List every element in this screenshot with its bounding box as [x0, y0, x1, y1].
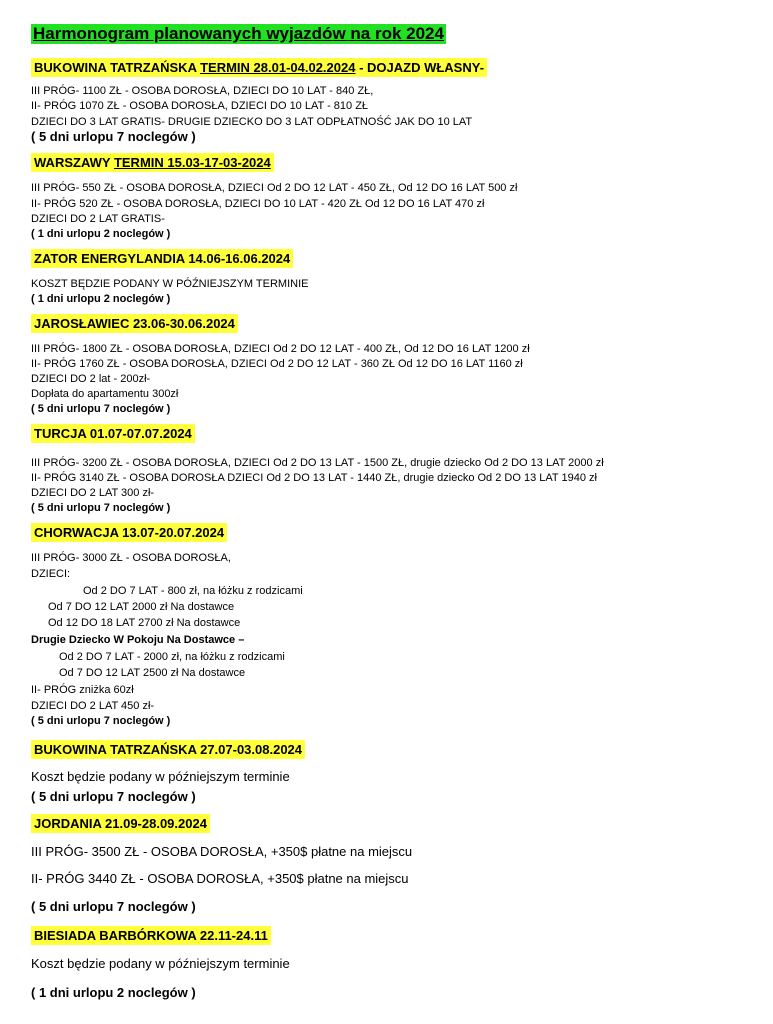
vacation-days-note: ( 1 dni urlopu 2 noclegów )	[31, 293, 171, 305]
info-line: Koszt będzie podany w późniejszym terminie	[31, 956, 290, 971]
price-line: II- PRÓG 3140 ZŁ - OSOBA DOROSŁA DZIECI Od 2 DO 13 LAT - 1440 ZŁ, drugie dziecko Od 2 DO 13 LAT 1940 zł	[31, 472, 597, 484]
price-line: III PRÓG- 3000 ZŁ - OSOBA DOROSŁA,	[31, 552, 231, 564]
vacation-days-note: ( 1 dni urlopu 2 noclegów )	[31, 985, 196, 1000]
section-heading-bukowina-winter: BUKOWINA TATRZAŃSKA TERMIN 28.01-04.02.2024 - DOJAZD WŁASNY-	[31, 58, 487, 77]
price-line: II- PRÓG 520 ZŁ - OSOBA DOROSŁA, DZIECI DO 10 LAT - 420 ZŁ Od 12 DO 16 LAT 470 zł	[31, 198, 485, 210]
price-line: Od 12 DO 18 LAT 2700 zł Na dostawce	[48, 617, 241, 629]
vacation-days-note: ( 5 dni urlopu 7 noclegów )	[31, 715, 171, 727]
section-heading-jordania: JORDANIA 21.09-28.09.2024	[31, 814, 210, 833]
section-heading-zator: ZATOR ENERGYLANDIA 14.06-16.06.2024	[31, 249, 293, 268]
price-line: Od 2 DO 7 LAT - 800 zł, na łóżku z rodzicami	[83, 585, 303, 597]
price-line: Dopłata do apartamentu 300zł	[31, 388, 179, 400]
page-title: Harmonogram planowanych wyjazdów na rok 2024	[33, 24, 444, 43]
price-line: II- PRÓG zniżka 60zł	[31, 684, 134, 696]
section-heading-biesiada: BIESIADA BARBÓRKOWA 22.11-24.11	[31, 926, 271, 945]
vacation-days-note: ( 5 dni urlopu 7 noclegów )	[31, 129, 196, 144]
second-child-heading: Drugie Dziecko W Pokoju Na Dostawce –	[31, 634, 245, 646]
price-line: DZIECI DO 2 lat - 200zł-	[31, 373, 151, 385]
vacation-days-note: ( 5 dni urlopu 7 noclegów )	[31, 899, 196, 914]
price-line: Od 7 DO 12 LAT 2500 zł Na dostawce	[59, 667, 246, 679]
section-heading-bukowina-summer: BUKOWINA TATRZAŃSKA 27.07-03.08.2024	[31, 740, 305, 759]
section-heading-turcja: TURCJA 01.07-07.07.2024	[31, 424, 195, 443]
price-line: DZIECI DO 3 LAT GRATIS- DRUGIE DZIECKO DO 3 LAT ODPŁATNOŚĆ JAK DO 10 LAT	[31, 116, 473, 128]
price-line: III PRÓG- 550 ZŁ - OSOBA DOROSŁA, DZIECI Od 2 DO 12 LAT - 450 ZŁ, Od 12 DO 16 LAT 500 zł	[31, 182, 518, 194]
vacation-days-note: ( 5 dni urlopu 7 noclegów )	[31, 789, 196, 804]
price-line: II- PRÓG 3440 ZŁ - OSOBA DOROSŁA, +350$ płatne na miejscu	[31, 871, 409, 886]
price-line: II- PRÓG 1760 ZŁ - OSOBA DOROSŁA, DZIECI Od 2 DO 12 LAT - 360 ZŁ Od 12 DO 16 LAT 1160 zł	[31, 358, 523, 370]
price-line: III PRÓG- 1100 ZŁ - OSOBA DOROSŁA, DZIECI DO 10 LAT - 840 ZŁ,	[31, 85, 374, 97]
section-heading-jaroslawiec: JAROSŁAWIEC 23.06-30.06.2024	[31, 314, 238, 333]
price-line: III PRÓG- 3200 ZŁ - OSOBA DOROSŁA, DZIECI Od 2 DO 13 LAT - 1500 ZŁ, drugie dziecko Od 2 DO 13 LAT 2000 zł	[31, 457, 604, 469]
section-heading-warszawa: WARSZAWY TERMIN 15.03-17-03-2024	[31, 153, 274, 172]
price-line: Od 2 DO 7 LAT - 2000 zł, na łóżku z rodzicami	[59, 651, 285, 663]
price-line: Od 7 DO 12 LAT 2000 zł Na dostawce	[48, 601, 235, 613]
price-line: DZIECI DO 2 LAT GRATIS-	[31, 213, 165, 225]
vacation-days-note: ( 1 dni urlopu 2 noclegów )	[31, 228, 171, 240]
price-line: III PRÓG- 1800 ZŁ - OSOBA DOROSŁA, DZIECI Od 2 DO 12 LAT - 400 ZŁ, Od 12 DO 16 LAT 1200 zł	[31, 343, 530, 355]
price-line: DZIECI DO 2 LAT 300 zł-	[31, 487, 155, 499]
info-line: Koszt będzie podany w późniejszym terminie	[31, 769, 290, 784]
info-line: KOSZT BĘDZIE PODANY W PÓŹNIEJSZYM TERMINIE	[31, 278, 309, 290]
price-line: DZIECI DO 2 LAT 450 zł-	[31, 700, 155, 712]
section-heading-chorwacja: CHORWACJA 13.07-20.07.2024	[31, 523, 227, 542]
price-line: DZIECI:	[31, 568, 71, 580]
vacation-days-note: ( 5 dni urlopu 7 noclegów )	[31, 403, 171, 415]
price-line: III PRÓG- 3500 ZŁ - OSOBA DOROSŁA, +350$ płatne na miejscu	[31, 844, 413, 859]
price-line: II- PRÓG 1070 ZŁ - OSOBA DOROSŁA, DZIECI DO 10 LAT - 810 ZŁ	[31, 100, 369, 112]
vacation-days-note: ( 5 dni urlopu 7 noclegów )	[31, 502, 171, 514]
